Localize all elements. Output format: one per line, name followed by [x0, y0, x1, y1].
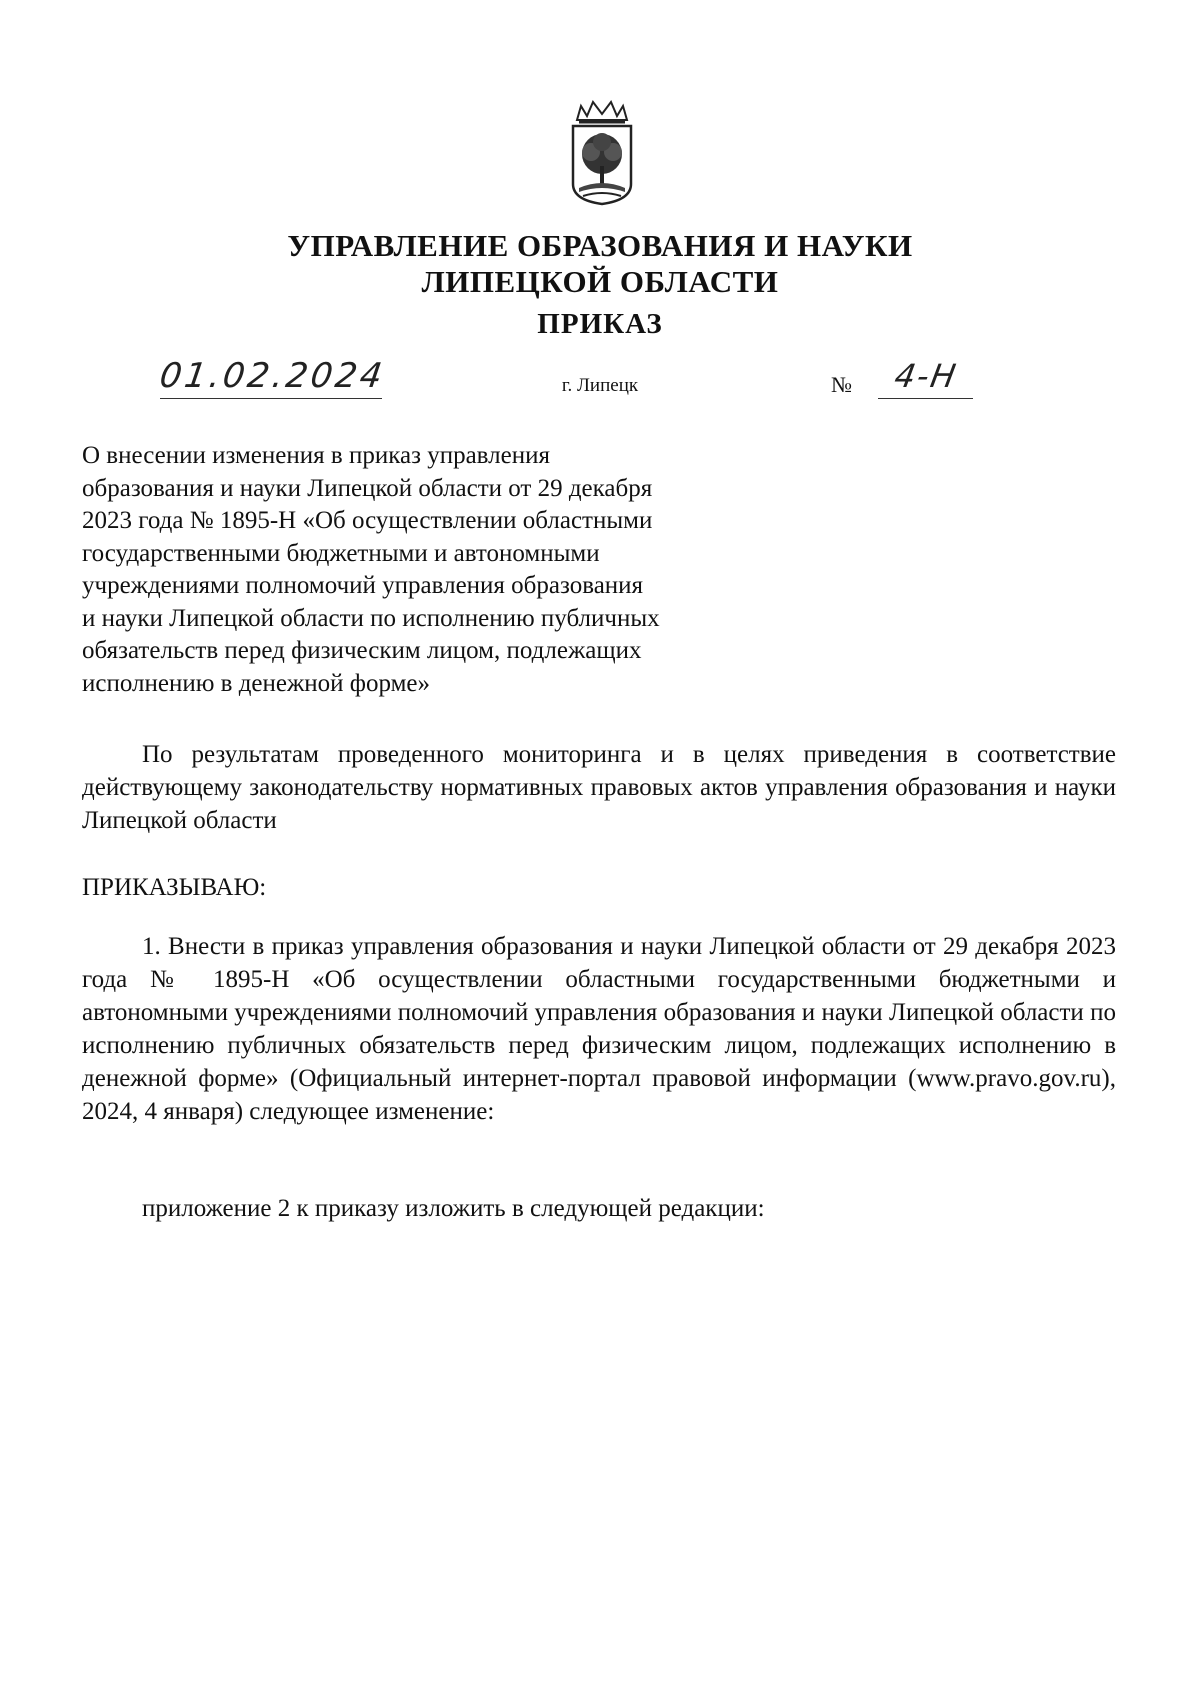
subject-line: О внесении изменения в приказ управления [82, 442, 550, 469]
coat-of-arms-emblem [567, 100, 637, 206]
number-sign: № [831, 372, 852, 397]
item-1-paragraph: 1. Внести в приказ управления образования и науки Липецкой области от 29 декабря 2023 года № 1895-Н «Об осуществлении областными государственными бюджетными и автономными учреждениями полномочий управления образования и науки Липецкой области по исполнению публичных обязательств перед физическим лицом, подлежащих исполнению в денежной форме» (Официальный интернет-портал правовой информации (www.pravo.gov.ru), 2024, 4 января) следующее изменение: [82, 933, 1116, 1125]
subject-line: образования и науки Липецкой области от 29 декабря [82, 474, 653, 502]
preamble-paragraph: По результатам проведенного мониторинга и в целях приведения в соответствие действующему законодательству нормативных правовых актов управления образования и науки Липецкой области [82, 741, 1116, 834]
subject-line: исполнению в денежной форме» [82, 669, 431, 697]
document-type-heading: ПРИКАЗ [537, 308, 663, 340]
order-keyword: ПРИКАЗЫВАЮ: [82, 874, 267, 901]
handwritten-document-number: 4-Н [891, 357, 961, 395]
item-1-subparagraph: приложение 2 к приказу изложить в следующей редакции: [142, 1195, 765, 1222]
organization-title-line-2: ЛИПЕЦКОЙ ОБЛАСТИ [421, 264, 779, 299]
subject-line: учреждениями полномочий управления образования [82, 572, 644, 599]
number-underline [878, 398, 973, 399]
organization-title [200, 228, 1000, 300]
subject-line: государственными бюджетными и автономными [82, 539, 600, 567]
organization-title-line-1: УПРАВЛЕНИЕ ОБРАЗОВАНИЯ И НАУКИ [287, 228, 913, 263]
handwritten-date: 01.02.2024 [157, 356, 388, 396]
document-subject [82, 440, 752, 700]
date-underline [160, 398, 382, 399]
subject-line: и науки Липецкой области по исполнению публичных [82, 604, 660, 632]
subject-line: 2023 года № 1895-Н «Об осуществлении областными [82, 507, 653, 534]
subject-line: обязательств перед физическим лицом, подлежащих [82, 637, 642, 664]
city-label: г. Липецк [561, 375, 639, 396]
